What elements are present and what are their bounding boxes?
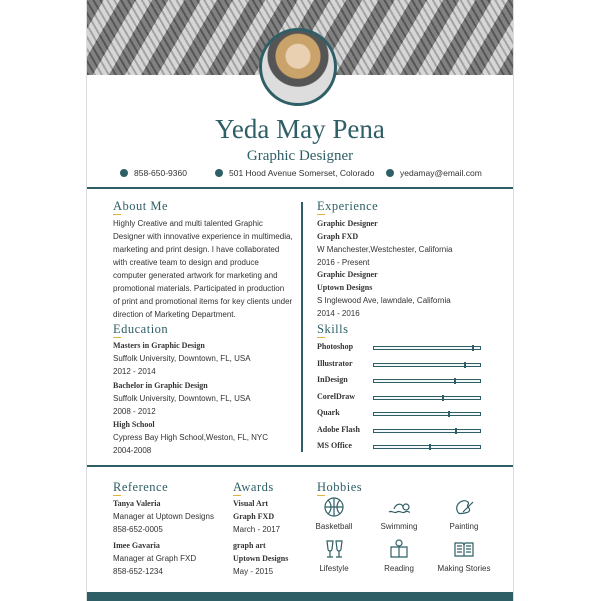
email[interactable]: yedamay@email.com — [400, 168, 482, 178]
hobby-item — [429, 538, 499, 573]
skill-bar — [373, 346, 481, 350]
education-item: Masters in Graphic Design Suffolk University, Downtown, FL, USA 2012 - 2014 — [113, 341, 251, 376]
experience-item: Graphic Designer Uptown Designs S Inglewood Ave, lawndale, California 2014 - 2016 — [317, 270, 451, 318]
about-text: Highly Creative and multi talented Graphic Designer with innovative experience in multimedia, marketing and print design. I have collaborated with creative team to design and produce computer generated artwork for marketing and promotional materials. Participated in production of print and promotional items for key clients under direction of Marketing Department. — [113, 219, 293, 319]
hobby-label: Lifestyle — [319, 564, 349, 573]
about-heading: About Me — [113, 199, 169, 213]
skill-marker — [429, 444, 431, 450]
hobby-item — [364, 538, 434, 573]
making-stories-icon — [453, 538, 475, 560]
resume-page — [86, 0, 514, 601]
education-item: High School Cypress Bay High School,Weston, FL, NYC 2004-2008 — [113, 420, 269, 455]
skill-bar — [373, 445, 481, 449]
award-item: Visual Art Graph FXD March - 2017 — [233, 499, 281, 534]
reading-icon — [388, 538, 410, 560]
hobby-item — [299, 538, 369, 573]
location-icon — [215, 169, 223, 177]
award-item: graph art Uptown Designs May - 2015 — [233, 541, 289, 576]
education-item: Bachelor in Graphic Design Suffolk University, Downtown, FL, USA 2008 - 2012 — [113, 381, 251, 416]
reference-heading: Reference — [113, 480, 169, 494]
skill-name: MS Office — [317, 441, 352, 450]
painting-icon — [453, 496, 475, 518]
experience-item: Graphic Designer Graph FXD W Manchester,Westchester, California 2016 - Present — [317, 219, 453, 267]
hobbies-heading: Hobbies — [317, 480, 363, 494]
education-heading: Education — [113, 322, 169, 336]
skill-name: Quark — [317, 408, 340, 417]
phone: 858-650-9360 — [134, 168, 187, 178]
skill-name: Illustrator — [317, 358, 353, 368]
hobby-label: Painting — [449, 522, 479, 531]
email-icon — [386, 169, 394, 177]
skill-row — [317, 375, 497, 392]
basketball-icon — [323, 496, 345, 518]
skill-row — [317, 342, 497, 359]
skill-name: CorelDraw — [317, 391, 356, 401]
hobby-item — [429, 496, 499, 531]
skill-bar — [373, 379, 481, 383]
footer-bar — [87, 592, 513, 601]
skill-marker — [455, 428, 457, 434]
skill-bar — [373, 363, 481, 367]
skill-marker — [442, 395, 444, 401]
avatar — [259, 28, 337, 106]
reference-item: Tanya Valeria Manager at Uptown Designs 858-652-0005 — [113, 499, 214, 534]
skill-name: Photoshop — [317, 342, 354, 351]
job-title: Graphic Designer — [246, 148, 354, 164]
column-divider — [301, 202, 303, 452]
skill-row — [317, 408, 497, 425]
hobby-label: Basketball — [315, 522, 353, 531]
experience-heading: Experience — [317, 199, 379, 213]
hobby-item — [299, 496, 369, 531]
phone-icon — [120, 169, 128, 177]
hobby-label: Making Stories — [437, 564, 491, 573]
skill-row — [317, 359, 497, 376]
skill-marker — [448, 411, 450, 417]
divider — [87, 187, 513, 189]
skills-heading: Skills — [317, 322, 349, 336]
swimming-icon — [388, 496, 410, 518]
skill-name: Adobe Flash — [317, 424, 360, 434]
skill-bar — [373, 396, 481, 400]
skill-row — [317, 441, 497, 458]
divider — [87, 465, 513, 467]
skill-row — [317, 392, 497, 409]
hobby-label: Swimming — [380, 522, 418, 531]
name: Yeda May Pena — [215, 114, 385, 144]
skill-bar — [373, 412, 481, 416]
hobby-label: Reading — [384, 564, 414, 573]
address: 501 Hood Avenue Somerset, Colorado — [229, 168, 375, 178]
skill-bar — [373, 429, 481, 433]
skill-marker — [464, 362, 466, 368]
awards-heading: Awards — [233, 480, 274, 494]
hobby-item — [364, 496, 434, 531]
skill-marker — [454, 378, 456, 384]
skill-row — [317, 425, 497, 442]
skill-marker — [472, 345, 474, 351]
reference-item: Imee Gavaria Manager at Graph FXD 858-652-1234 — [113, 541, 197, 576]
lifestyle-icon — [323, 538, 345, 560]
skill-name: InDesign — [317, 375, 348, 384]
